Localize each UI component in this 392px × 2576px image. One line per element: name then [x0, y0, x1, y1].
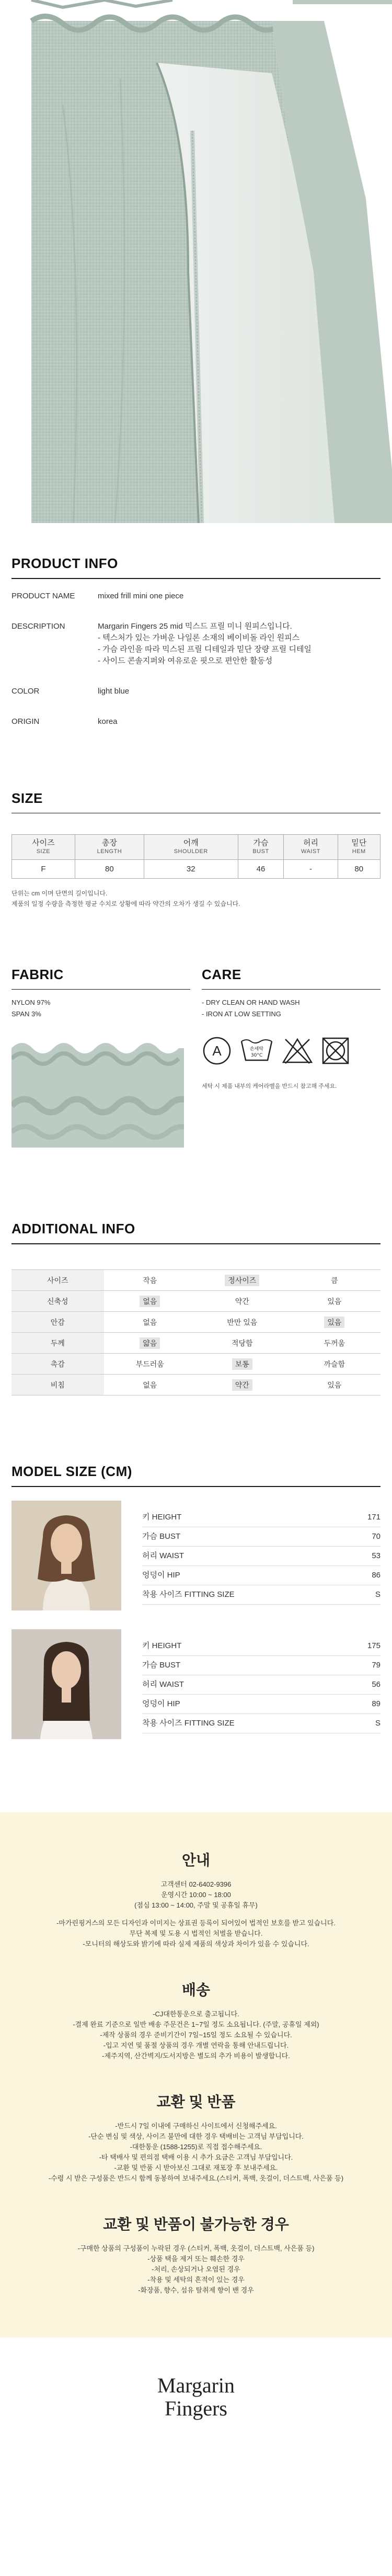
additional-cell: 없음: [104, 1375, 197, 1395]
additional-cell: 큼: [289, 1270, 381, 1291]
description-line: - 가슴 라인을 따라 믹스된 프릴 디테일과 밑단 장량 프릴 디테일: [98, 645, 312, 654]
additional-cell: 두꺼움: [289, 1333, 381, 1354]
size-note-line: 단위는 cm 이며 단면의 길이입니다.: [11, 890, 108, 897]
size-cell: 46: [238, 860, 284, 879]
brand-logo-line: Fingers: [165, 2397, 227, 2420]
description-line: Margarin Fingers 25 mid 믹스드 프릴 미니 원피스입니다.: [98, 622, 292, 631]
model-waist: 허리 WAIST 53: [142, 1547, 381, 1566]
size-header-cell: 밑단 HEM: [338, 835, 381, 860]
guide-line: (점심 13:00 ~ 14:00, 주말 및 공휴일 휴무): [134, 1901, 258, 1909]
care-note: 세탁 시 제품 내부의 케어라벨을 반드시 참고해 주세요.: [202, 1083, 337, 1090]
care-title: CARE: [202, 967, 381, 990]
delivery-line: -결제 완료 기준으로 일반 배송 주문건은 1~7일 정도 소요됩니다. (주말, 공휴일 제외): [73, 2021, 319, 2028]
model-measurements: [142, 1629, 381, 1739]
delivery-line: -제작 상품의 경우 준비기간이 7일~15일 정도 소요될 수 있습니다.: [100, 2031, 292, 2039]
size-cell: 80: [338, 860, 381, 879]
info-key: ORIGIN: [11, 717, 40, 726]
exchange-title: 교환 및 반품: [156, 2094, 236, 2110]
guide-detail-line: -마가린핑거스의 모든 디자인과 이미지는 상표권 등록이 되어있어 법적인 보호를 받고 있습니다.: [56, 1919, 336, 1927]
model-waist: 허리 WAIST 56: [142, 1675, 381, 1695]
model-bust: 가슴 BUST 70: [142, 1527, 381, 1547]
no-exchange-line: -상품 택을 제거 또는 훼손한 경우: [147, 2255, 245, 2263]
model-photo: [11, 1629, 121, 1739]
brand-logo: [0, 2337, 392, 2452]
guide-line: 운영시간 10:00 ~ 18:00: [161, 1891, 231, 1899]
additional-cell: 약간: [196, 1375, 289, 1395]
size-header-cell: 허리 WAIST: [284, 835, 338, 860]
no-exchange-line: -구매한 상품의 구성품이 누락된 경우 (스티커, 폭백, 옷걸이, 더스트백, 사은품 등): [77, 2244, 315, 2252]
size-cell: -: [284, 860, 338, 879]
model-fitting-size: 착용 사이즈 FITTING SIZE S: [142, 1585, 381, 1605]
info-value: light blue: [98, 687, 130, 696]
exchange-line: -교환 및 반품 시 받아보신 그대로 재포장 후 보내주세요.: [114, 2164, 278, 2172]
additional-cell: 정사이즈: [196, 1270, 289, 1291]
hand-wash-icon: [239, 1037, 274, 1064]
model-measurements: [142, 1501, 381, 1610]
additional-cell: 부드러움: [104, 1354, 197, 1375]
no-tumble-dry-icon: [321, 1036, 350, 1065]
exchange-line: -대한통운 (1588-1255)로 직접 접수해주세요.: [130, 2143, 262, 2151]
model-photo: [11, 1501, 121, 1610]
additional-cell: 반만 있음: [196, 1312, 289, 1333]
model-height: 키 HEIGHT 171: [142, 1508, 381, 1527]
no-exchange-line: -화장품, 향수, 섬유 탈취제 향이 밴 경우: [138, 2286, 254, 2294]
no-exchange-line: -처리, 손상되거나 오염된 경우: [152, 2265, 240, 2273]
size-header-cell: 어깨 SHOULDER: [144, 835, 238, 860]
size-header-cell: 사이즈 SIZE: [12, 835, 75, 860]
info-key: COLOR: [11, 687, 40, 696]
info-row-product-name: [11, 591, 381, 602]
delivery-line: -입고 지연 및 품절 상품의 경우 개별 연락을 통해 안내드립니다.: [103, 2041, 289, 2049]
additional-cell: 얇음: [104, 1333, 197, 1354]
additional-label: 비침: [11, 1375, 104, 1395]
model-card: [11, 1629, 381, 1739]
model-height: 키 HEIGHT 175: [142, 1637, 381, 1656]
description-text: [98, 621, 381, 667]
care-line: - DRY CLEAN OR HAND WASH: [202, 998, 300, 1006]
notice-section: [0, 1812, 392, 2337]
size-note: [11, 888, 381, 909]
care-column: [202, 967, 381, 1163]
additional-info-section: [0, 1221, 392, 1395]
size-table-header: [12, 835, 381, 860]
additional-row: [11, 1354, 381, 1375]
delivery-line: -CJ대한통운으로 출고됩니다.: [153, 2010, 239, 2018]
delivery-line: -제주지역, 산간벽지/도서지방은 별도의 추가 비용이 발생합니다.: [102, 2052, 290, 2060]
fabric-title: FABRIC: [11, 967, 190, 990]
product-detail-photo: [0, 0, 392, 523]
model-size-title: MODEL SIZE (CM): [11, 1463, 381, 1487]
guide-title: 안내: [181, 1852, 211, 1868]
care-line: - IRON AT LOW SETTING: [202, 1010, 281, 1018]
additional-cell: 없음: [104, 1291, 197, 1312]
info-value: mixed frill mini one piece: [98, 592, 184, 600]
dress-photo-illustration: [0, 0, 392, 523]
fabric-composition: [11, 997, 190, 1020]
model-hip: 엉덩이 HIP 89: [142, 1695, 381, 1714]
size-cell: 80: [75, 860, 144, 879]
exchange-line: -타 택배사 및 편의점 택배 이용 시 추가 요금은 고객님 부담입니다.: [99, 2153, 293, 2161]
size-header-cell: 가슴 BUST: [238, 835, 284, 860]
additional-row: [11, 1375, 381, 1395]
additional-row: [11, 1333, 381, 1354]
size-header-cell: 총장 LENGTH: [75, 835, 144, 860]
fabric-photo: [11, 1027, 184, 1163]
description-line: - 사이드 콘솔지퍼와 여유로운 핏으로 편안한 활동성: [98, 656, 273, 665]
no-bleach-icon: [281, 1037, 314, 1064]
info-row-description: [11, 621, 381, 667]
guide-detail-line: 무단 복제 및 도용 시 법적인 처벌을 받습니다.: [129, 1930, 263, 1937]
additional-cell: 약간: [196, 1291, 289, 1312]
size-note-line: 제품의 일정 수량을 측정한 평균 수치로 상황에 따라 약간의 오차가 생길 수 있습니다.: [11, 900, 240, 907]
additional-cell: 없음: [104, 1312, 197, 1333]
brand-logo-line: Margarin: [157, 2374, 235, 2397]
info-row-color: [11, 686, 381, 697]
info-value: korea: [98, 717, 118, 726]
additional-info-title: ADDITIONAL INFO: [11, 1221, 381, 1244]
additional-row: [11, 1270, 381, 1291]
additional-row: [11, 1291, 381, 1312]
model-card: [11, 1501, 381, 1610]
additional-cell: 보통: [196, 1354, 289, 1375]
additional-label: 촉감: [11, 1354, 104, 1375]
size-title: SIZE: [11, 790, 381, 813]
additional-cell: 작음: [104, 1270, 197, 1291]
additional-cell: 있음: [289, 1291, 381, 1312]
fabric-column: [11, 967, 190, 1163]
info-row-origin: [11, 716, 381, 728]
model-bust: 가슴 BUST 79: [142, 1656, 381, 1675]
model-portrait: [11, 1629, 121, 1739]
hand-wash-label: 손세탁: [249, 1047, 264, 1052]
model-hip: 엉덩이 HIP 86: [142, 1566, 381, 1585]
additional-info-table: [11, 1269, 381, 1395]
dry-clean-icon: [202, 1036, 232, 1066]
fabric-line: SPAN 3%: [11, 1010, 41, 1018]
svg-text:A: A: [212, 1043, 222, 1059]
size-table: [11, 834, 381, 879]
hand-wash-temp: 30°C: [250, 1053, 263, 1058]
exchange-line: -수령 시 받은 구성품은 반드시 함께 동봉하여 보내주세요.(스티커, 폭백, 옷걸이, 더스트백, 사은품 등): [48, 2174, 344, 2182]
model-fitting-size: 착용 사이즈 FITTING SIZE S: [142, 1714, 381, 1733]
info-key: PRODUCT NAME: [11, 592, 75, 600]
additional-label: 안감: [11, 1312, 104, 1333]
size-section: [0, 790, 392, 909]
additional-cell: 까슬함: [289, 1354, 381, 1375]
size-cell: 32: [144, 860, 238, 879]
additional-label: 신축성: [11, 1291, 104, 1312]
size-table-row: [12, 860, 381, 879]
info-key: DESCRIPTION: [11, 622, 65, 631]
care-icon-row: [202, 1036, 381, 1066]
fabric-line: NYLON 97%: [11, 998, 51, 1006]
fabric-frill-illustration: [11, 1027, 184, 1163]
guide-line: 고객센터 02-6402-9396: [160, 1880, 232, 1888]
no-exchange-title: 교환 및 반품이 불가능한 경우: [103, 2216, 289, 2232]
additional-row: [11, 1312, 381, 1333]
additional-cell: 있음: [289, 1312, 381, 1333]
additional-label: 사이즈: [11, 1270, 104, 1291]
exchange-line: -반드시 7일 이내에 구매하신 사이트에서 신청해주세요.: [115, 2122, 277, 2130]
delivery-title: 배송: [181, 1982, 211, 1998]
product-info-section: [0, 555, 392, 728]
model-size-section: [0, 1463, 392, 1739]
additional-label: 두께: [11, 1333, 104, 1354]
additional-cell: 적당함: [196, 1333, 289, 1354]
description-line: - 텍스처가 있는 가벼운 나일론 소재의 베이비돌 라인 원피스: [98, 633, 300, 642]
size-cell: F: [12, 860, 75, 879]
exchange-line: -단순 변심 및 색상, 사이즈 불만에 대한 경우 택배비는 고객님 부담입니다.: [88, 2132, 304, 2140]
no-exchange-line: -착용 및 세탁의 흔적이 있는 경우: [147, 2276, 245, 2284]
model-portrait: [11, 1501, 121, 1610]
product-info-title: PRODUCT INFO: [11, 555, 381, 579]
guide-detail-line: -모니터의 해상도와 밝기에 따라 실제 제품의 색상과 차이가 있을 수 있습니다.: [83, 1940, 309, 1948]
additional-cell: 있음: [289, 1375, 381, 1395]
fabric-care-section: [0, 967, 392, 1163]
care-instructions: [202, 997, 381, 1020]
